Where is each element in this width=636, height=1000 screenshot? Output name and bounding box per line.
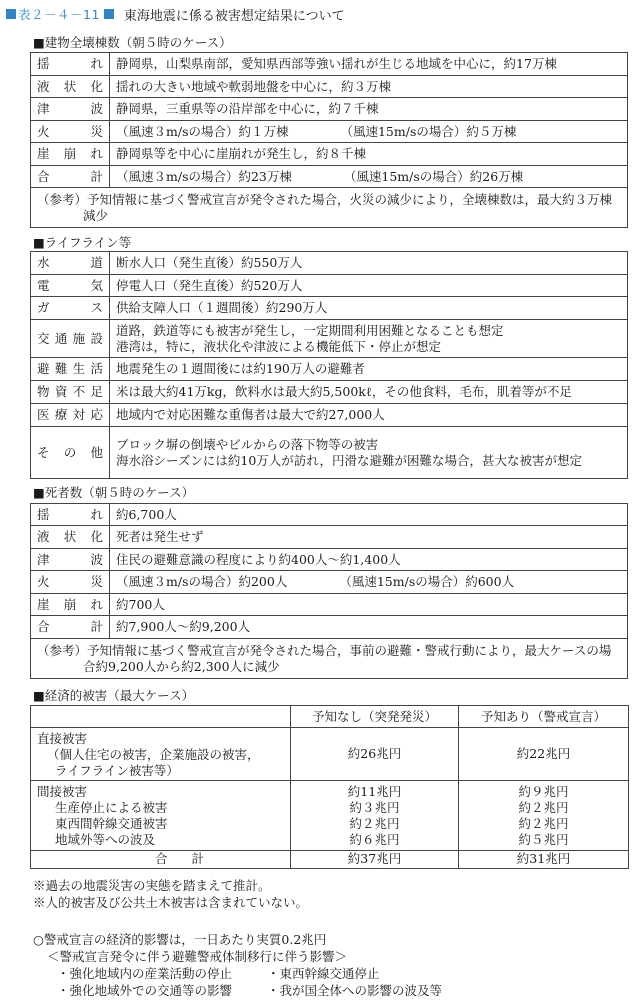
value-line: 港湾は，特に，液状化や津波による機能低下・停止が想定 xyxy=(116,338,442,354)
row-value: 揺れの大きい地域や軟弱地盤を中心に，約３万棟 xyxy=(110,76,628,98)
warning-impact xyxy=(33,931,442,999)
row-label: 津波 xyxy=(31,549,110,571)
table-row xyxy=(31,53,628,76)
table-row xyxy=(31,143,628,166)
total-label: 合 計 xyxy=(31,851,291,869)
row-value: 静岡県，山梨県南部，愛知県西部等強い揺れが生じる地域を中心に，約17万棟 xyxy=(110,53,628,76)
table-row xyxy=(31,616,628,639)
column-header: 予知あり（警戒宣言） xyxy=(459,706,629,728)
row-label: 揺れ xyxy=(31,504,110,526)
list-item: ・我が国全体への影響の波及等 xyxy=(267,983,443,998)
row-value: 約6,700人 xyxy=(110,504,628,526)
row-value: 供給支障人口（１週間後）約290万人 xyxy=(110,297,628,320)
row-label: 火災 xyxy=(31,571,110,594)
row-label: 物資不足 xyxy=(31,381,110,404)
row-value: 地域内で対応困難な重傷者は最大で約27,000人 xyxy=(110,404,628,427)
row-label: ガス xyxy=(31,297,110,320)
row-label: 揺れ xyxy=(31,53,110,76)
value-with-forecast: 約９兆円 約２兆円 約２兆円 約５兆円 xyxy=(459,781,629,851)
footnotes xyxy=(33,877,308,911)
economy-table xyxy=(30,705,629,869)
warning-bullet-row xyxy=(33,982,442,999)
row-label: 崖崩れ xyxy=(31,594,110,616)
warning-bullet-row xyxy=(33,965,442,982)
row-value xyxy=(110,121,628,143)
title-square-icon xyxy=(6,9,16,19)
table-row xyxy=(31,639,628,679)
section-heading-lifeline: ■ライフライン等 xyxy=(33,235,132,250)
title-square-icon xyxy=(104,9,114,19)
table-row xyxy=(31,275,628,297)
total-no-forecast: 約37兆円 xyxy=(291,851,459,869)
header-blank xyxy=(31,706,291,728)
row-label: 液状化 xyxy=(31,76,110,98)
table-row xyxy=(31,358,628,381)
value-wind-3: （風速３m/sの場合）約１万棟 xyxy=(116,123,289,139)
row-label: 間接被害 生産停止による被害 東西間幹線交通被害 地域外等への波及 xyxy=(31,781,291,851)
value-line: 海水浴シーズンには約10万人が訪れ，円滑な避難が困難な場合，甚大な被害が想定 xyxy=(116,452,583,468)
value-wind-15: （風速15m/sの場合）約５万棟 xyxy=(340,123,517,139)
list-item: ・強化地域内の産業活動の停止 xyxy=(57,966,233,981)
section-heading-buildings: ■建物全壊棟数（朝５時のケース） xyxy=(33,35,232,50)
row-value xyxy=(110,427,628,479)
value-wind-15: （風速15m/sの場合）約600人 xyxy=(339,574,515,589)
table-row xyxy=(31,252,628,275)
row-value: 静岡県，三重県等の沿岸部を中心に，約７千棟 xyxy=(110,98,628,121)
row-label: 合計 xyxy=(31,616,110,639)
table-row xyxy=(31,166,628,188)
row-value: 約7,900人～約9,200人 xyxy=(110,616,628,639)
value-no-forecast: 約26兆円 xyxy=(291,728,459,781)
table-header-row xyxy=(31,706,629,728)
value-line: 道路，鉄道等にも被害が発生し，一定期間利用困難となることも想定 xyxy=(116,322,504,338)
total-with-forecast: 約31兆円 xyxy=(459,851,629,869)
table-row xyxy=(31,781,629,851)
section-heading-economy: ■経済的被害（最大ケース） xyxy=(33,688,195,703)
table-row xyxy=(31,526,628,549)
row-label: 崖崩れ xyxy=(31,143,110,166)
value-wind-3: （風速３m/sの場合）約200人 xyxy=(116,574,288,589)
title-text: 東海地震に係る被害想定結果について xyxy=(123,8,345,24)
row-label: 直接被害 （個人住宅の被害，企業施設の被害， ライフライン被害等） xyxy=(31,728,291,781)
warning-subheading: ＜警戒宣言発令に伴う避難警戒体制移行に伴う影響＞ xyxy=(47,949,348,964)
table-row xyxy=(31,98,628,121)
row-value xyxy=(110,320,628,358)
row-value: 住民の避難意識の程度により約400人～約1,400人 xyxy=(110,549,628,571)
buildings-table xyxy=(30,52,628,228)
row-value: 死者は発生せず xyxy=(110,526,628,549)
table-number: 表２－４－11 xyxy=(18,7,100,22)
value-wind-15: （風速15m/sの場合）約26万棟 xyxy=(343,168,524,184)
reference-note: （参考）予知情報に基づく警戒宣言が発令された場合，事前の避難・警戒行動により，最大ケースの場合約9,200人から約2,300人に減少 xyxy=(31,639,628,679)
row-label: 合計 xyxy=(31,166,110,188)
row-label: その他 xyxy=(31,427,110,479)
table-row xyxy=(31,404,628,427)
table-row xyxy=(31,549,628,571)
reference-note: （参考）予知情報に基づく警戒宣言が発令された場合，火災の減少により，全壊棟数は，最大約３万棟減少 xyxy=(31,188,628,228)
row-value: 米は最大約41万kg，飲料水は最大約5,500kℓ，その他食料，毛布，肌着等が不足 xyxy=(110,381,628,404)
row-label: 液状化 xyxy=(31,526,110,549)
column-header: 予知なし（突発発災） xyxy=(291,706,459,728)
row-value: 断水人口（発生直後）約550万人 xyxy=(110,252,628,275)
footnote: ※人的被害及び公共土木被害は含まれていない。 xyxy=(33,895,309,910)
row-value xyxy=(110,571,628,594)
warning-line: ○警戒宣言の経済的影響は，一日あたり実質0.2兆円 xyxy=(33,932,327,947)
table-row xyxy=(31,427,628,479)
section-heading-deaths: ■死者数（朝５時のケース） xyxy=(33,485,195,500)
table-row xyxy=(31,381,628,404)
value-no-forecast: 約11兆円 約３兆円 約２兆円 約６兆円 xyxy=(291,781,459,851)
value-line: ブロック塀の倒壊やビルからの落下物等の被害 xyxy=(116,436,379,452)
lifeline-table xyxy=(30,251,628,479)
list-item: ・東西幹線交通停止 xyxy=(267,966,380,981)
list-item: ・強化地域外での交通等の影響 xyxy=(57,983,233,998)
value-with-forecast: 約22兆円 xyxy=(459,728,629,781)
row-label: 水道 xyxy=(31,252,110,275)
value-wind-3: （風速３m/sの場合）約23万棟 xyxy=(116,168,292,184)
table-row xyxy=(31,594,628,616)
row-label: 交通施設 xyxy=(31,320,110,358)
table-row xyxy=(31,76,628,98)
row-value: 停電人口（発生直後）約520万人 xyxy=(110,275,628,297)
row-label: 火災 xyxy=(31,121,110,143)
table-total-row xyxy=(31,851,629,869)
row-value: 地震発生の１週間後には約190万人の避難者 xyxy=(110,358,628,381)
row-label: 医療対応 xyxy=(31,404,110,427)
row-value xyxy=(110,166,628,188)
row-label: 避難生活 xyxy=(31,358,110,381)
table-row xyxy=(31,188,628,228)
table-title xyxy=(6,6,345,22)
table-row xyxy=(31,297,628,320)
table-row xyxy=(31,504,628,526)
table-row xyxy=(31,571,628,594)
footnote: ※過去の地震災害の実態を踏まえて推計。 xyxy=(33,878,271,893)
table-row xyxy=(31,320,628,358)
row-label: 津波 xyxy=(31,98,110,121)
row-value: 静岡県等を中心に崖崩れが発生し，約８千棟 xyxy=(110,143,628,166)
row-value: 約700人 xyxy=(110,594,628,616)
deaths-table xyxy=(30,503,628,679)
table-row xyxy=(31,121,628,143)
row-label: 電気 xyxy=(31,275,110,297)
table-row xyxy=(31,728,629,781)
